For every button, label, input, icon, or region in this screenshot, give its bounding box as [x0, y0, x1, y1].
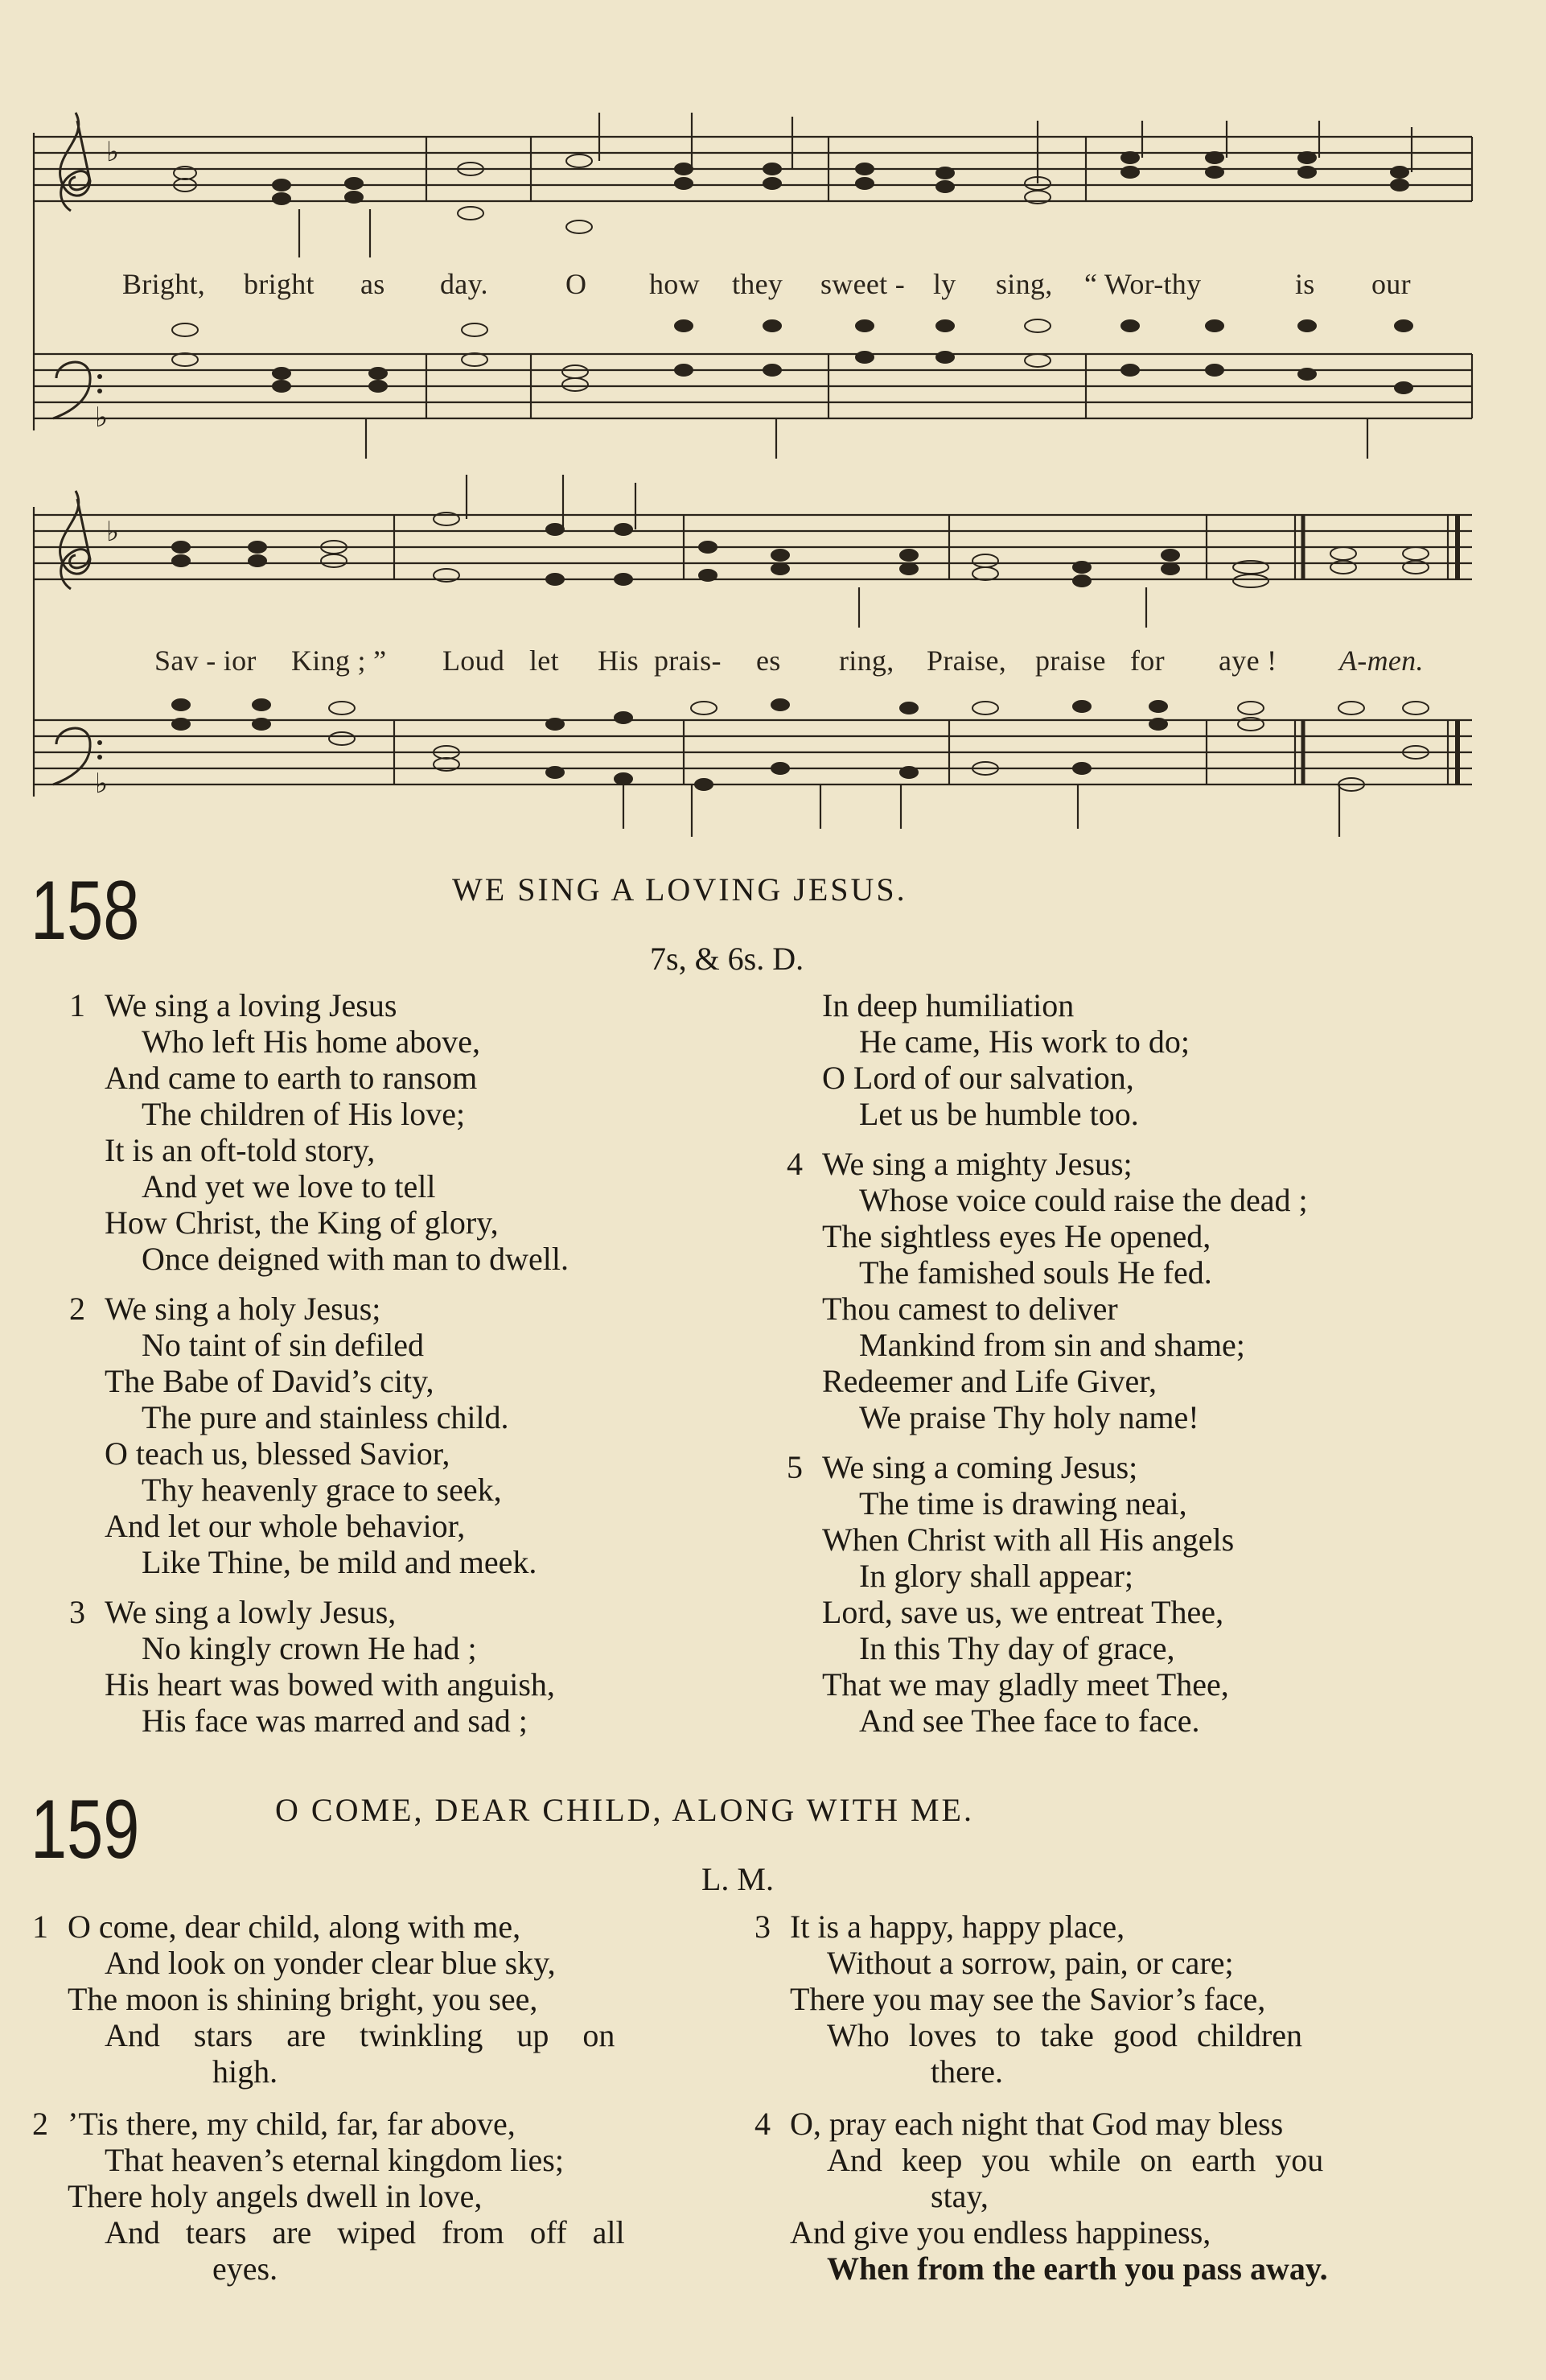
lyric-word: as [360, 268, 385, 300]
verse-line: And stars are twinkling up on [105, 2017, 615, 2053]
verse-line: And tears are wiped from off all [105, 2214, 625, 2250]
verse-line: And give you endless happiness, [790, 2214, 1211, 2250]
verse-line: And yet we love to tell [142, 1168, 436, 1204]
lyric-word: ly [933, 268, 956, 300]
verse-line: There you may see the Savior’s face, [790, 1981, 1266, 2017]
lyric-word: ring, [839, 644, 894, 677]
lyric-word: Sav - ior [154, 644, 257, 677]
flat-sign: ♭ [106, 516, 120, 548]
lyric-word: day. [440, 268, 488, 300]
verse-number: 1 [32, 1909, 48, 1945]
verse-line: When from the earth you pass away. [827, 2250, 1328, 2287]
lyric-word: how [649, 268, 700, 300]
flat-sign: ♭ [95, 768, 109, 800]
verse-line: We sing a coming Jesus; [822, 1449, 1138, 1485]
verse-line: The Babe of David’s city, [105, 1363, 434, 1399]
verse-line: In deep humiliation [822, 987, 1075, 1023]
verse-line: Whose voice could raise the dead ; [859, 1182, 1308, 1218]
lyric-word: es [756, 644, 781, 677]
verse-number: 2 [69, 1291, 85, 1327]
verse-line: His face was marred and sad ; [142, 1703, 528, 1739]
hymn-meter: L. M. [701, 1861, 774, 1897]
lyric-word: Bright, [122, 268, 206, 300]
verse-line: eyes. [212, 2250, 278, 2287]
verse-line: Let us be humble too. [859, 1096, 1139, 1132]
verse-line: ’Tis there, my child, far, far above, [68, 2106, 516, 2142]
verse-line: That heaven’s eternal kingdom lies; [105, 2142, 564, 2178]
verse-line: We sing a mighty Jesus; [822, 1146, 1133, 1182]
lyric-word: sweet - [820, 268, 906, 300]
stanza [754, 1909, 1474, 2090]
verse-line: The sightless eyes He opened, [822, 1218, 1211, 1254]
verse-line: His heart was bowed with anguish, [105, 1666, 555, 1703]
verse-line: The famished souls He fed. [859, 1254, 1212, 1291]
verse-line: That we may gladly meet Thee, [822, 1666, 1229, 1703]
stanza [754, 2106, 1474, 2287]
verse-number: 1 [69, 987, 85, 1023]
verse-line: Thou camest to deliver [822, 1291, 1118, 1327]
verse-line: In this Thy day of grace, [859, 1630, 1175, 1666]
verse-line: O, pray each night that God may bless [790, 2106, 1284, 2142]
verse-line: Thy heavenly grace to seek, [142, 1472, 502, 1508]
verse-line: Redeemer and Life Giver, [822, 1363, 1157, 1399]
verse-line: there. [931, 2053, 1003, 2090]
flat-sign: ♭ [95, 401, 109, 434]
stanza [787, 1449, 1308, 1739]
verse-line: No taint of sin defiled [142, 1327, 425, 1363]
treble-clef-1 [60, 113, 90, 211]
hymn-meter: 7s, & 6s. D. [650, 941, 804, 977]
lyric-word: His [598, 644, 639, 677]
verse-line: The children of His love; [142, 1096, 466, 1132]
lyric-word: they [732, 268, 783, 300]
lyric-word: “ Wor-thy [1084, 268, 1202, 300]
verse-line: And look on yonder clear blue sky, [105, 1945, 556, 1981]
lyric-word: our [1371, 268, 1411, 300]
verse-line: How Christ, the King of glory, [105, 1204, 499, 1241]
verse-line: Lord, save us, we entreat Thee, [822, 1594, 1224, 1630]
verse-number: 4 [754, 2106, 771, 2142]
hymn158-left-column [69, 987, 569, 1752]
flat-sign: ♭ [106, 136, 120, 168]
verse-line: No kingly crown He had ; [142, 1630, 477, 1666]
stanza [32, 2106, 743, 2287]
stanza [69, 987, 569, 1277]
verse-line: And came to earth to ransom [105, 1060, 478, 1096]
verse-line: There holy angels dwell in love, [68, 2178, 483, 2214]
verse-number: 5 [787, 1449, 803, 1485]
verse-line: stay, [931, 2178, 989, 2214]
verse-line: Who left His home above, [142, 1023, 480, 1060]
verse-line: It is a happy, happy place, [790, 1909, 1125, 1945]
amen-text: A-men. [1339, 644, 1424, 677]
lyric-word: aye ! [1219, 644, 1277, 677]
stanza-continued [822, 987, 1308, 1132]
verse-line: Without a sorrow, pain, or care; [827, 1945, 1234, 1981]
lyric-word: sing, [996, 268, 1053, 300]
verse-line: In glory shall appear; [859, 1558, 1133, 1594]
verse-line: Who loves to take good children [827, 2017, 1302, 2053]
stanza [32, 1909, 743, 2090]
verse-line: The moon is shining bright, you see, [68, 1981, 538, 2017]
verse-number: 3 [754, 1909, 771, 1945]
verse-line: Mankind from sin and shame; [859, 1327, 1245, 1363]
bass-staff-1 [34, 354, 1472, 418]
hymn-number: 159 [31, 1783, 140, 1876]
treble-staff-1 [34, 137, 1472, 201]
verse-line: Once deigned with man to dwell. [142, 1241, 569, 1277]
amen-label [1339, 644, 1424, 677]
treble-clef-2 [60, 491, 90, 589]
verse-line: We praise Thy holy name! [859, 1399, 1199, 1435]
hymn-title: WE SING A LOVING JESUS. [452, 871, 907, 908]
stanza [787, 1146, 1308, 1435]
lyric-word: for [1130, 644, 1165, 677]
verse-number: 3 [69, 1594, 85, 1630]
lyric-word: Praise, [927, 644, 1007, 677]
verse-line: high. [212, 2053, 278, 2090]
stanza [69, 1291, 569, 1580]
verse-line: We sing a holy Jesus; [105, 1291, 381, 1327]
hymn159-right-column [754, 1909, 1474, 2300]
verse-number: 4 [787, 1146, 803, 1182]
lyric-word: prais- [654, 644, 722, 677]
verse-line: And let our whole behavior, [105, 1508, 466, 1544]
lyric-word: is [1295, 268, 1315, 300]
verse-line: We sing a loving Jesus [105, 987, 397, 1023]
verse-line: It is an oft-told story, [105, 1132, 376, 1168]
verse-line: The time is drawing neai, [859, 1485, 1187, 1521]
music-notation [0, 0, 1546, 837]
lyric-word: King ; ” [291, 644, 387, 677]
stanza [69, 1594, 569, 1739]
lyric-word: Loud [442, 644, 505, 677]
verse-number: 2 [32, 2106, 48, 2142]
verse-line: O Lord of our salvation, [822, 1060, 1134, 1096]
verse-line: And keep you while on earth you [827, 2142, 1324, 2178]
lyric-word: let [529, 644, 559, 677]
hymn-number: 158 [31, 864, 140, 957]
verse-line: O come, dear child, along with me, [68, 1909, 521, 1945]
lyric-word: O [565, 268, 587, 300]
hymn159-left-column [32, 1909, 743, 2300]
verse-line: He came, His work to do; [859, 1023, 1190, 1060]
verse-line: Like Thine, be mild and meek. [142, 1544, 537, 1580]
verse-line: O teach us, blessed Savior, [105, 1435, 450, 1472]
verse-line: And see Thee face to face. [859, 1703, 1200, 1739]
hymn158-right-column [787, 987, 1308, 1752]
lyric-word: praise [1035, 644, 1106, 677]
hymn-title: O COME, DEAR CHILD, ALONG WITH ME. [275, 1792, 974, 1828]
lyric-word: bright [244, 268, 315, 300]
verse-line: When Christ with all His angels [822, 1521, 1235, 1558]
verse-line: The pure and stainless child. [142, 1399, 509, 1435]
verse-line: We sing a lowly Jesus, [105, 1594, 397, 1630]
